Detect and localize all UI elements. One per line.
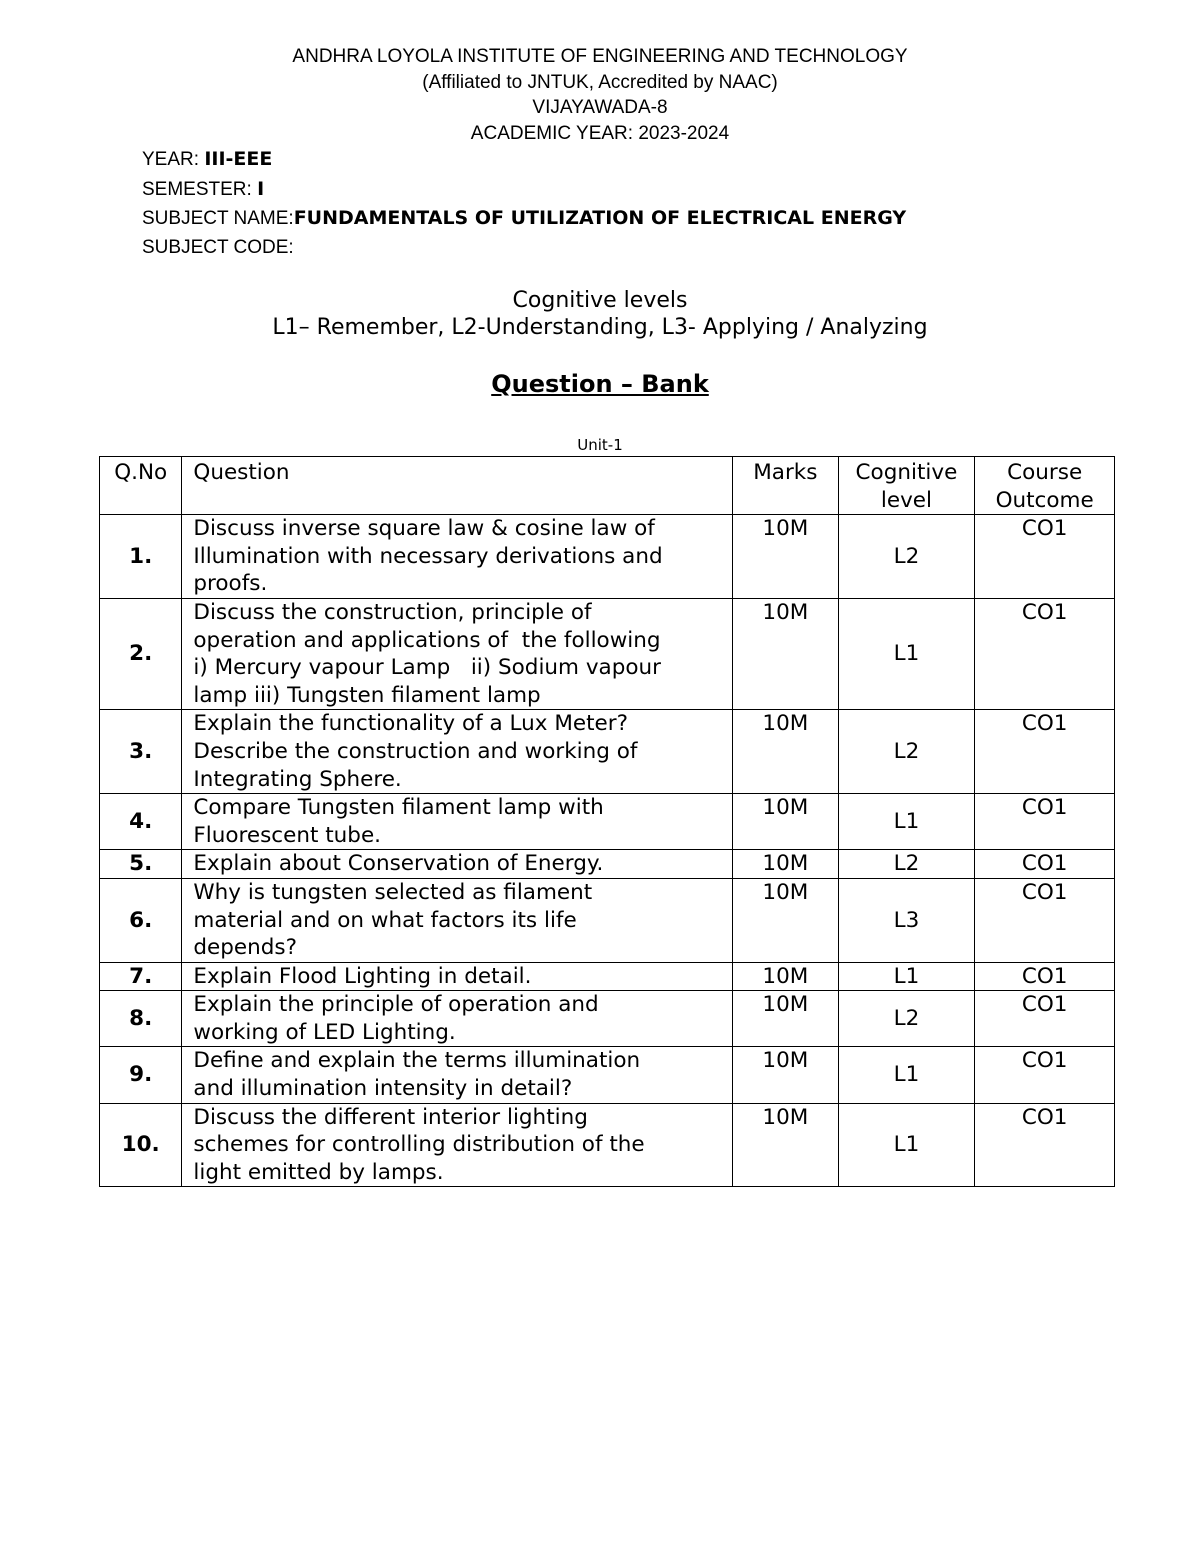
- marks-cell: 10M: [733, 850, 839, 879]
- marks-cell: 10M: [733, 1047, 839, 1103]
- table-row: [100, 794, 1115, 850]
- subject-name-value: FUNDAMENTALS OF UTILIZATION OF ELECTRICAL ENERGY: [293, 207, 907, 230]
- semester-label: SEMESTER:: [142, 178, 258, 200]
- year-row: [142, 145, 906, 175]
- marks-cell: 10M: [733, 515, 839, 599]
- unit-label: Unit-1: [577, 436, 623, 454]
- marks-cell: 10M: [733, 878, 839, 962]
- qno-header: Q.No: [100, 457, 182, 515]
- table-row: [100, 1047, 1115, 1103]
- question-line: Explain the functionality of a Lux Meter?: [193, 711, 629, 737]
- question-line: Explain the principle of operation and: [193, 992, 599, 1018]
- marks-cell: 10M: [733, 1103, 839, 1187]
- marks-header: Marks: [733, 457, 839, 515]
- cognitive-level-cell: L1: [838, 1047, 975, 1103]
- question-number: 6.: [100, 878, 182, 962]
- course-outcome-cell: CO1: [975, 850, 1115, 879]
- cognitive-level-cell: L3: [838, 878, 975, 962]
- course-outcome-header: [975, 457, 1115, 515]
- question-line: Discuss the construction, principle of: [193, 599, 592, 625]
- table-row: [100, 878, 1115, 962]
- question-line: material and on what factors its life: [193, 907, 577, 933]
- question-number: 3.: [100, 710, 182, 794]
- course-outcome-cell: CO1: [975, 962, 1115, 991]
- question-text: [182, 850, 733, 879]
- subject-code-label: SUBJECT CODE:: [142, 237, 294, 259]
- question-line: Explain Flood Lighting in detail.: [193, 963, 532, 989]
- question-line: Discuss the different interior lighting: [193, 1104, 588, 1130]
- course-outcome-cell: CO1: [975, 794, 1115, 850]
- question-number: 9.: [100, 1047, 182, 1103]
- question-header: Question: [182, 457, 733, 515]
- semester-row: [142, 175, 906, 205]
- city-line: VIJAYAWADA-8: [532, 97, 668, 118]
- question-line: Discuss inverse square law & cosine law of: [193, 516, 655, 542]
- course-outcome-cell: CO1: [975, 1047, 1115, 1103]
- cognitive-level-cell: L2: [838, 991, 975, 1047]
- table-row: [100, 962, 1115, 991]
- cognitive-level-cell: L1: [838, 962, 975, 991]
- question-line: Illumination with necessary derivations and: [193, 543, 663, 569]
- table-row: [100, 515, 1115, 599]
- question-line: depends?: [193, 935, 298, 961]
- course-outcome-cell: CO1: [975, 991, 1115, 1047]
- question-number: 5.: [100, 850, 182, 879]
- question-line: Describe the construction and working of: [193, 738, 638, 764]
- outcome-header-line: Course: [1007, 460, 1083, 485]
- academic-year-line: ACADEMIC YEAR: 2023-2024: [470, 122, 730, 144]
- table-row: [100, 598, 1115, 709]
- cognitive-level-cell: L2: [838, 710, 975, 794]
- question-line: Fluorescent tube.: [193, 822, 382, 848]
- subject-name-row: [142, 204, 906, 234]
- marks-cell: 10M: [733, 991, 839, 1047]
- question-number: 4.: [100, 794, 182, 850]
- table-header-row: [100, 457, 1115, 515]
- affiliation-line: (Affiliated to JNTUK, Accredited by NAAC): [422, 71, 778, 93]
- course-meta: [142, 145, 906, 263]
- cognitive-header-line: level: [880, 487, 933, 513]
- table-row: [100, 710, 1115, 794]
- question-line: proofs.: [193, 571, 268, 597]
- question-text: [182, 794, 733, 850]
- question-line: and illumination intensity in detail?: [193, 1076, 573, 1102]
- marks-cell: 10M: [733, 962, 839, 991]
- question-text: [182, 878, 733, 962]
- question-line: light emitted by lamps.: [193, 1159, 444, 1185]
- question-text: [182, 991, 733, 1047]
- year-label: YEAR:: [142, 149, 205, 170]
- cognitive-header-line: Cognitive: [855, 460, 958, 485]
- question-number: 1.: [100, 515, 182, 599]
- question-line: i) Mercury vapour Lamp ii) Sodium vapour: [193, 655, 661, 681]
- year-value: III-EEE: [204, 148, 273, 170]
- question-line: Why is tungsten selected as filament: [193, 879, 593, 905]
- cognitive-level-header: [838, 457, 975, 515]
- question-table: [99, 456, 1115, 1187]
- cognitive-level-cell: L2: [838, 515, 975, 599]
- marks-cell: 10M: [733, 710, 839, 794]
- institute-header: [0, 44, 1200, 146]
- question-text: [182, 962, 733, 991]
- course-outcome-cell: CO1: [975, 598, 1115, 709]
- course-outcome-cell: CO1: [975, 878, 1115, 962]
- question-number: 10.: [100, 1103, 182, 1187]
- course-outcome-cell: CO1: [975, 710, 1115, 794]
- course-outcome-cell: CO1: [975, 1103, 1115, 1187]
- cognitive-level-cell: L2: [838, 850, 975, 879]
- cognitive-level-cell: L1: [838, 794, 975, 850]
- cognitive-levels-list: L1– Remember, L2-Understanding, L3- Applying / Analyzing: [272, 315, 928, 340]
- question-line: Define and explain the terms illumination: [193, 1048, 641, 1074]
- question-line: schemes for controlling distribution of the: [193, 1132, 645, 1158]
- question-line: operation and applications of the following: [193, 627, 661, 653]
- question-line: lamp iii) Tungsten filament lamp: [193, 682, 541, 708]
- table-row: [100, 850, 1115, 879]
- marks-cell: 10M: [733, 598, 839, 709]
- question-line: Explain about Conservation of Energy.: [193, 851, 604, 877]
- cognitive-levels-title: Cognitive levels: [512, 288, 688, 313]
- question-text: [182, 710, 733, 794]
- question-text: [182, 1047, 733, 1103]
- question-bank-title: Question – Bank: [491, 370, 709, 398]
- question-text: [182, 515, 733, 599]
- question-line: Integrating Sphere.: [193, 766, 402, 792]
- question-text: [182, 1103, 733, 1187]
- question-rows: [100, 515, 1115, 1187]
- subject-name-label: SUBJECT NAME:: [142, 208, 294, 230]
- question-number: 2.: [100, 598, 182, 709]
- question-number: 7.: [100, 962, 182, 991]
- question-text: [182, 598, 733, 709]
- question-line: Compare Tungsten filament lamp with: [193, 795, 604, 821]
- cognitive-level-cell: L1: [838, 598, 975, 709]
- course-outcome-cell: CO1: [975, 515, 1115, 599]
- table-row: [100, 1103, 1115, 1187]
- marks-cell: 10M: [733, 794, 839, 850]
- cognitive-level-cell: L1: [838, 1103, 975, 1187]
- subject-code-row: [142, 234, 906, 263]
- institute-name: ANDHRA LOYOLA INSTITUTE OF ENGINEERING AND TECHNOLOGY: [292, 46, 908, 67]
- table-row: [100, 991, 1115, 1047]
- question-number: 8.: [100, 991, 182, 1047]
- semester-value: I: [257, 177, 265, 200]
- outcome-header-line: Outcome: [995, 487, 1094, 513]
- question-line: working of LED Lighting.: [193, 1019, 456, 1045]
